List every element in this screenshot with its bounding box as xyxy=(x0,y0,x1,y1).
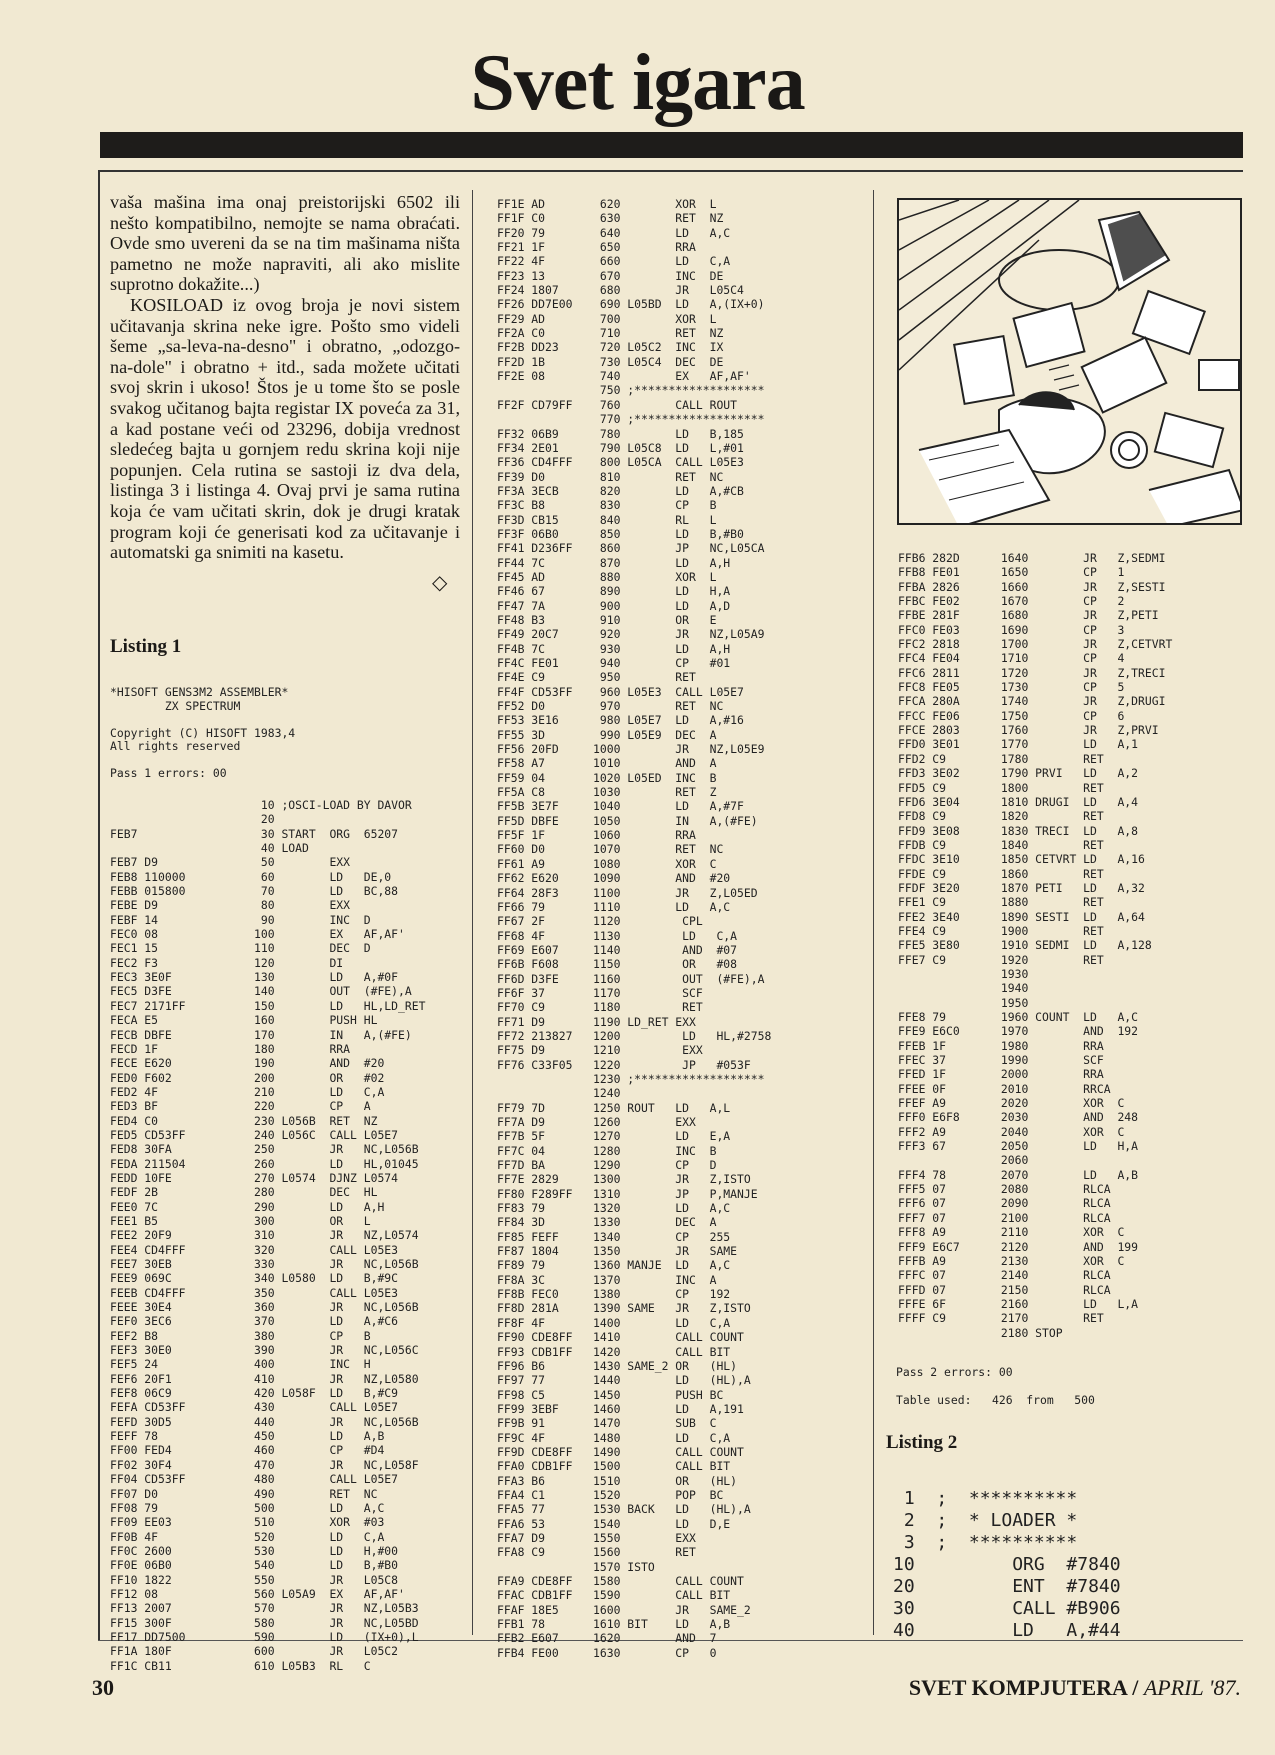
listing-2-code: 1 ; ********** 2 ; * LOADER * 3 ; ********** 10 ORG #7840 20 ENT #7840 30 CALL #B906 40 LD A,#44 xyxy=(893,1488,1121,1641)
footer-masthead xyxy=(909,1675,1241,1701)
article-paragraph-2: KOSILOAD iz ovog broja je novi sistem učitavanja skrina neke igre. Pošto smo videli šeme „sa-leva-na-desno" i obratno, „odozgo-na-dole" i obratno + itd., sada možete učitati svoj skrin i ukoso! Štos je u tome što se posle svakog učitanog bajta registar IX poveća za 31, a kad postane veći od 23296, dobija vrednost sledećeg bajta u gornjem redu skrina koji nije popunjen. Cela rutina se sastoji iz dva dela, listinga 3 i listinga 4. Ovaj prvi je sama rutina koja će vam učitati skrin, dok je drugi kratak program koji će generisati kod za učitavanje i automatski ga snimiti na kasetu. xyxy=(110,294,460,563)
column-divider-2 xyxy=(873,190,874,1635)
header-rule xyxy=(100,132,1243,158)
assembly-summary: Pass 2 errors: 00 Table used: 426 from 500 xyxy=(896,1365,1095,1407)
frame-top-rule xyxy=(98,170,1243,172)
listing-1-code-continued: FF1E AD 620 XOR L FF1F C0 630 RET NZ FF20 79 640 LD A,C FF21 1F 650 RRA FF22 4F 660 LD C,A FF23 13 670 INC DE FF24 1807 680 JR L05C4 FF26 DD7E00 690 L05BD LD A,(IX+0) FF29 AD 700 XOR L FF2A C0 710 RET NZ FF2B DD23 720 L05C2 INC IX FF2D 1B 730 L05C4 DEC DE FF2E 08 740 EX AF,AF' 750 ;******************* FF2F CD79FF 760 CALL ROUT 770 ;******************* FF32 06B9 780 LD B,185 FF34 2E01 790 L05C8 LD L,#01 FF36 CD4FFF 800 L05CA CALL L05E3 FF39 D0 810 RET NC FF3A 3ECB 820 LD A,#CB FF3C B8 830 CP B FF3D CB15 840 RL L FF3F 06B0 850 LD B,#B0 FF41 D236FF 860 JP NC,L05CA FF44 7C 870 LD A,H FF45 AD 880 XOR L FF46 67 890 LD H,A FF47 7A 900 LD A,D FF48 B3 910 OR E FF49 20C7 920 JR NZ,L05A9 FF4B 7C 930 LD A,H FF4C FE01 940 CP #01 FF4E C9 950 RET FF4F CD53FF 960 L05E3 CALL L05E7 FF52 D0 970 RET NC FF53 3E16 980 L05E7 LD A,#16 FF55 3D 990 L05E9 DEC A FF56 20FD 1000 JR NZ,L05E9 FF58 A7 1010 AND A FF59 04 1020 L05ED INC B FF5A C8 1030 RET Z FF5B 3E7F 1040 LD A,#7F FF5D DBFE 1050 IN A,(#FE) FF5F 1F 1060 RRA FF60 D0 1070 RET NC FF61 A9 1080 XOR C FF62 E620 1090 AND #20 FF64 28F3 1100 JR Z,L05ED FF66 79 1110 LD A,C FF67 2F 1120 CPL FF68 4F 1130 LD C,A FF69 E607 1140 AND #07 FF6B F608 1150 OR #08 FF6D D3FE 1160 OUT (#FE),A FF6F 37 1170 SCF FF70 C9 1180 RET FF71 D9 1190 LD_RET EXX FF72 213827 1200 LD HL,#2758 FF75 D9 1210 EXX FF76 C33F05 1220 JP #053F 1230 ;******************* 1240 FF79 7D 1250 ROUT LD A,L FF7A D9 1260 EXX FF7B 5F 1270 LD E,A FF7C 04 1280 INC B FF7D BA 1290 CP D FF7E 2829 1300 JR Z,ISTO FF80 F289FF 1310 JP P,MANJE FF83 79 1320 LD A,C FF84 3D 1330 DEC A FF85 FEFF 1340 CP 255 FF87 1804 1350 JR SAME FF89 79 1360 MANJE LD A,C FF8A 3C 1370 INC A FF8B FEC0 1380 CP 192 FF8D 281A 1390 SAME JR Z,ISTO FF8F 4F 1400 LD C,A FF90 CDE8FF 1410 CALL COUNT FF93 CDB1FF 1420 CALL BIT FF96 B6 1430 SAME_2 OR (HL) FF97 77 1440 LD (HL),A FF98 C5 1450 PUSH BC FF99 3EBF 1460 LD A,191 FF9B 91 1470 SUB C FF9C 4F 1480 LD C,A FF9D CDE8FF 1490 CALL COUNT FFA0 CDB1FF 1500 CALL BIT FFA3 B6 1510 OR (HL) FFA4 C1 1520 POP BC FFA5 77 1530 BACK LD (HL),A FFA6 53 1540 LD D,E FFA7 D9 1550 EXX FFA8 C9 1560 RET 1570 ISTO FFA9 CDE8FF 1580 CALL COUNT FFAC CDB1FF 1590 CALL BIT FFAF 18E5 1600 JR SAME_2 FFB1 78 1610 BIT LD A,B FFB2 E607 1620 AND 7 FFB4 FE00 1630 CP 0 xyxy=(497,197,772,1660)
magazine-name: SVET KOMPJUTERA / xyxy=(908,1675,1139,1700)
listing-2-heading: Listing 2 xyxy=(886,1432,958,1453)
illustration-drawing xyxy=(899,200,1242,525)
listing-1-heading: Listing 1 xyxy=(110,636,182,657)
column-divider-1 xyxy=(472,190,473,1635)
listing-1-code: 10 ;OSCI-LOAD BY DAVOR 20 FEB7 30 START ORG 65207 40 LOAD FEB7 D9 50 EXX FEB8 110000 60 LD DE,0 FEBB 015800 70 LD BC,88 FEBE D9 80 EXX FEBF 14 90 INC D FEC0 08 100 EX AF,AF' FEC1 15 110 DEC D FEC2 F3 120 DI FEC3 3E0F 130 LD A,#0F FEC5 D3FE 140 OUT (#FE),A FEC7 2171FF 150 LD HL,LD_RET FECA E5 160 PUSH HL FECB DBFE 170 IN A,(#FE) FECD 1F 180 RRA FECE E620 190 AND #20 FED0 F602 200 OR #02 FED2 4F 210 LD C,A FED3 BF 220 CP A FED4 C0 230 L056B RET NZ FED5 CD53FF 240 L056C CALL L05E7 FED8 30FA 250 JR NC,L056B FEDA 211504 260 LD HL,01045 FEDD 10FE 270 L0574 DJNZ L0574 FEDF 2B 280 DEC HL FEE0 7C 290 LD A,H FEE1 B5 300 OR L FEE2 20F9 310 JR NZ,L0574 FEE4 CD4FFF 320 CALL L05E3 FEE7 30EB 330 JR NC,L056B FEE9 069C 340 L0580 LD B,#9C FEEB CD4FFF 350 CALL L05E3 FEEE 30E4 360 JR NC,L056B FEF0 3EC6 370 LD A,#C6 FEF2 B8 380 CP B FEF3 30E0 390 JR NC,L056C FEF5 24 400 INC H FEF6 20F1 410 JR NZ,L0580 FEF8 06C9 420 L058F LD B,#C9 FEFA CD53FF 430 CALL L05E7 FEFD 30D5 440 JR NC,L056B FEFF 78 450 LD A,B FF00 FED4 460 CP #D4 FF02 30F4 470 JR NC,L058F FF04 CD53FF 480 CALL L05E7 FF07 D0 490 RET NC FF08 79 500 LD A,C FF09 EE03 510 XOR #03 FF0B 4F 520 LD C,A FF0C 2600 530 LD H,#00 FF0E 06B0 540 LD B,#B0 FF10 1822 550 JR L05C8 FF12 08 560 L05A9 EX AF,AF' FF13 2007 570 JR NZ,L05B3 FF15 300F 580 JR NC,L05BD FF17 DD7500 590 LD (IX+0),L FF1A 180F 600 JR L05C2 FF1C CB11 610 L05B3 RL C xyxy=(110,798,426,1673)
article-text xyxy=(110,192,460,563)
issue-date: APRIL '87. xyxy=(1143,1675,1241,1700)
page-number: 30 xyxy=(92,1675,114,1700)
article-paragraph-1: vaša mašina ima onaj preistorijski 6502 ili nešto kompatibilno, nemojte se nama obraćati. Ovde smo uvereni da se na tim mašinama ništa pametno ne može napraviti, ali ako mislite suprotno dokažite...) xyxy=(110,192,460,295)
listing-1-code-column-3: FFB6 282D 1640 JR Z,SEDMI FFB8 FE01 1650 CP 1 FFBA 2826 1660 JR Z,SESTI FFBC FE02 1670 CP 2 FFBE 281F 1680 JR Z,PETI FFC0 FE03 1690 CP 3 FFC2 2818 1700 JR Z,CETVRT FFC4 FE04 1710 CP 4 FFC6 2811 1720 JR Z,TRECI FFC8 FE05 1730 CP 5 FFCA 280A 1740 JR Z,DRUGI FFCC FE06 1750 CP 6 FFCE 2803 1760 JR Z,PRVI FFD0 3E01 1770 LD A,1 FFD2 C9 1780 RET FFD3 3E02 1790 PRVI LD A,2 FFD5 C9 1800 RET FFD6 3E04 1810 DRUGI LD A,4 FFD8 C9 1820 RET FFD9 3E08 1830 TRECI LD A,8 FFDB C9 1840 RET FFDC 3E10 1850 CETVRT LD A,16 FFDE C9 1860 RET FFDF 3E20 1870 PETI LD A,32 FFE1 C9 1880 RET FFE2 3E40 1890 SESTI LD A,64 FFE4 C9 1900 RET FFE5 3E80 1910 SEDMI LD A,128 FFE7 C9 1920 RET 1930 1940 1950 FFE8 79 1960 COUNT LD A,C FFE9 E6C0 1970 AND 192 FFEB 1F 1980 RRA FFEC 37 1990 SCF FFED 1F 2000 RRA FFEE 0F 2010 RRCA FFEF A9 2020 XOR C FFF0 E6F8 2030 AND 248 FFF2 A9 2040 XOR C FFF3 67 2050 LD H,A 2060 FFF4 78 2070 LD A,B FFF5 07 2080 RLCA FFF6 07 2090 RLCA FFF7 07 2100 RLCA FFF8 A9 2110 XOR C FFF9 E6C7 2120 AND 199 FFFB A9 2130 XOR C FFFC 07 2140 RLCA FFFD 07 2150 RLCA FFFE 6F 2160 LD L,A FFFF C9 2170 RET 2180 STOP xyxy=(898,551,1173,1340)
programmer-illustration xyxy=(897,198,1242,525)
listing-1-header: *HISOFT GENS3M2 ASSEMBLER* ZX SPECTRUM Copyright (C) HISOFT 1983,4 All rights reserved Pass 1 errors: 00 xyxy=(110,685,296,780)
page-title: Svet igara xyxy=(470,39,805,127)
end-mark-icon: ◇ xyxy=(432,572,448,594)
frame-left-rule xyxy=(98,170,100,1640)
